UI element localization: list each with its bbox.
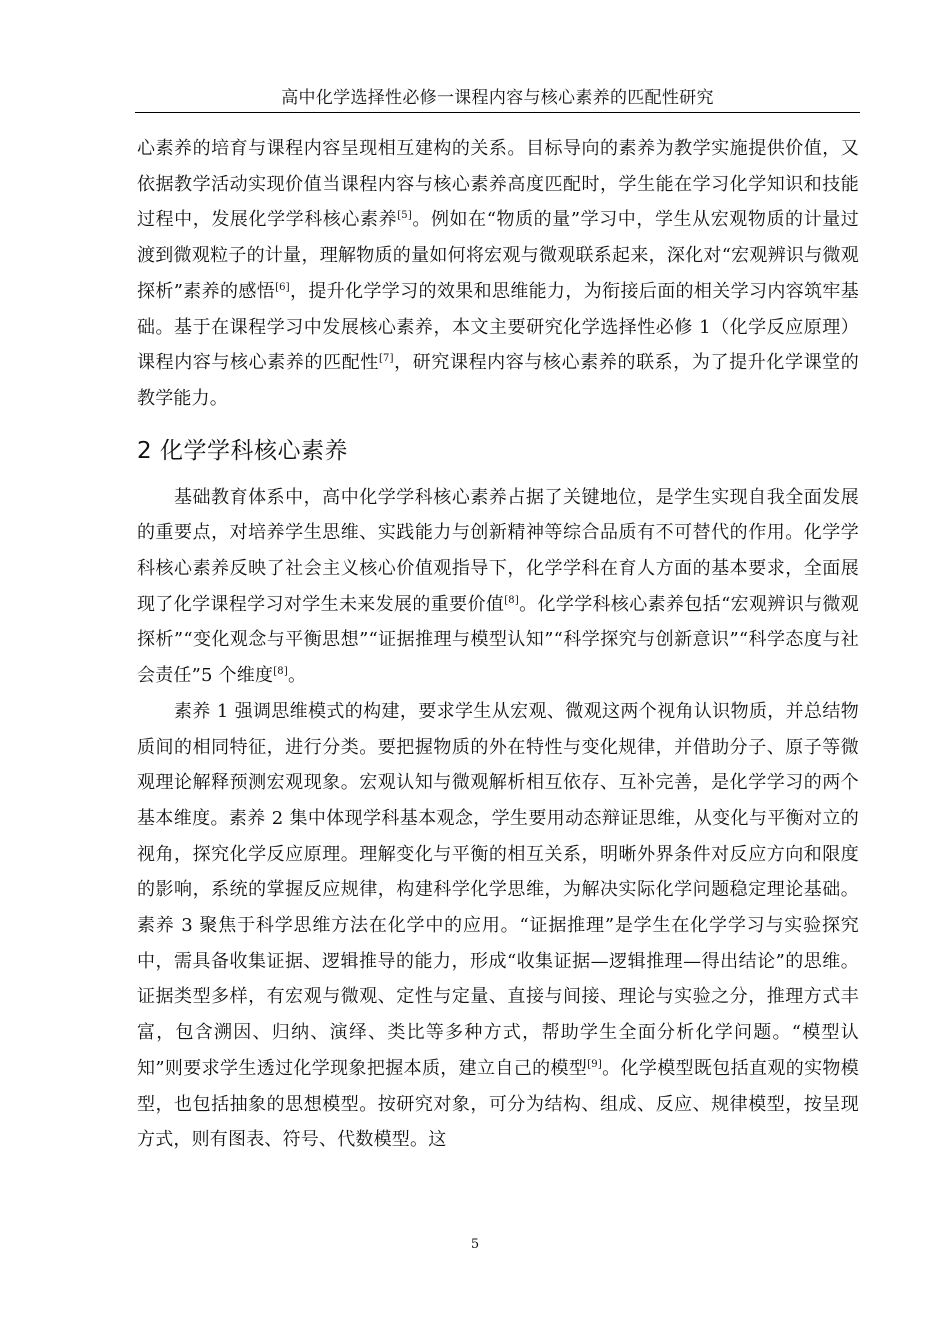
citation-8: [8] <box>273 666 288 678</box>
section-heading: 2 化学学科核心素养 <box>137 437 348 464</box>
paragraph-text: 心素养的培育与课程内容呈现相互建构的关系。目标导向的素养为教学实施提供价值，又依据教学活动实现价值当课程内容与核心素养高度匹配时，学生能在学习化学知识和技能过程中，发展化学学科核心素养 <box>137 138 859 231</box>
citation-8: [8] <box>504 594 519 606</box>
paragraph-text: 。化学模型既包括直观的实物模型，也包括抽象的思想模型。按研究对象，可分为结构、组成、反应、规律模型，按呈现方式，则有图表、符号、代数模型。这 <box>137 1057 859 1151</box>
citation-6: [6] <box>275 281 290 293</box>
header-rule <box>135 112 860 113</box>
citation-9: [9] <box>587 1058 602 1070</box>
paragraph-text: 。例如在“物质的量”学习中，学生从宏观物质的计量过渡到微观粒子的计量，理解物质的量如何将宏观与微观联系起来，深化对“宏观辨识与微观探析”素养的感悟 <box>137 209 859 302</box>
paragraph-text: 。化学学科核心素养包括“宏观辨识与微观探析”“变化观念与平衡思想”“证据推理与模型认知”“科学探究与创新意识”“科学态度与社会责任”5 个维度 <box>137 593 859 687</box>
page-number: 5 <box>470 1237 480 1252</box>
running-header: 高中化学选择性必修一课程内容与核心素养的匹配性研究 <box>281 88 714 108</box>
paragraph <box>137 694 859 1158</box>
paragraph-text: 基础教育体系中，高中化学学科核心素养占据了关键地位，是学生实现自我全面发展的重要点，对培养学生思维、实践能力与创新精神等综合品质有不可替代的作用。化学学科核心素养反映了社会主义核心价值观指导下，化学学科在育人方面的基本要求，全面展现了化学课程学习对学生未来发展的重要价值 <box>137 486 859 615</box>
paragraph-text: ，提升化学学习的效果和思维能力，为衔接后面的相关学习内容筑牢基础。基于在课程学习中发展核心素养，本文主要研究化学选择性必修 1（化学反应原理）课程内容与核心素养的匹配性 <box>137 280 859 374</box>
citation-5: [5] <box>397 210 412 222</box>
citation-7: [7] <box>378 353 394 365</box>
paragraph-text: 。 <box>287 665 307 687</box>
body-text <box>137 131 859 1158</box>
paragraph-text: 素养 1 强调思维模式的构建，要求学生从宏观、微观这两个视角认识物质，并总结物质间的相同特征，进行分类。要把握物质的外在特性与变化规律，并借助分子、原子等微观理论解释预测宏观现象。宏观认知与微观解析相互依存、互补完善，是化学学习的两个基本维度。素养 2 集中体现学科基本观念，学生要用动态辩证思维，从变化与平衡对立的视角，探究化学反应原理。理解变化与平衡的相互关系，明晰外界条件对反应方向和限度的影响，系统的掌握反应规律，构建科学化学思维，为解决实际化学问题稳定理论基础。素养 3 聚焦于科学思维方法在化学中的应用。“证据推理”是学生在化学学习与实验探究中，需具备收集证据、逻辑推导的能力，形成“收集证据—逻辑推理—得出结论”的思维。证据类型多样，有宏观与微观、定性与定量、直接与间接、理论与实验之分，推理方式丰富，包含溯因、归纳、演绎、类比等多种方式，帮助学生全面分析化学问题。“模型认知”则要求学生透过化学现象把握本质，建立自己的模型 <box>137 700 859 1079</box>
paragraph-text: ，研究课程内容与核心素养的联系，为了提升化学课堂的教学能力。 <box>137 352 859 409</box>
paragraph <box>137 480 859 694</box>
paragraph-continued <box>137 131 859 417</box>
